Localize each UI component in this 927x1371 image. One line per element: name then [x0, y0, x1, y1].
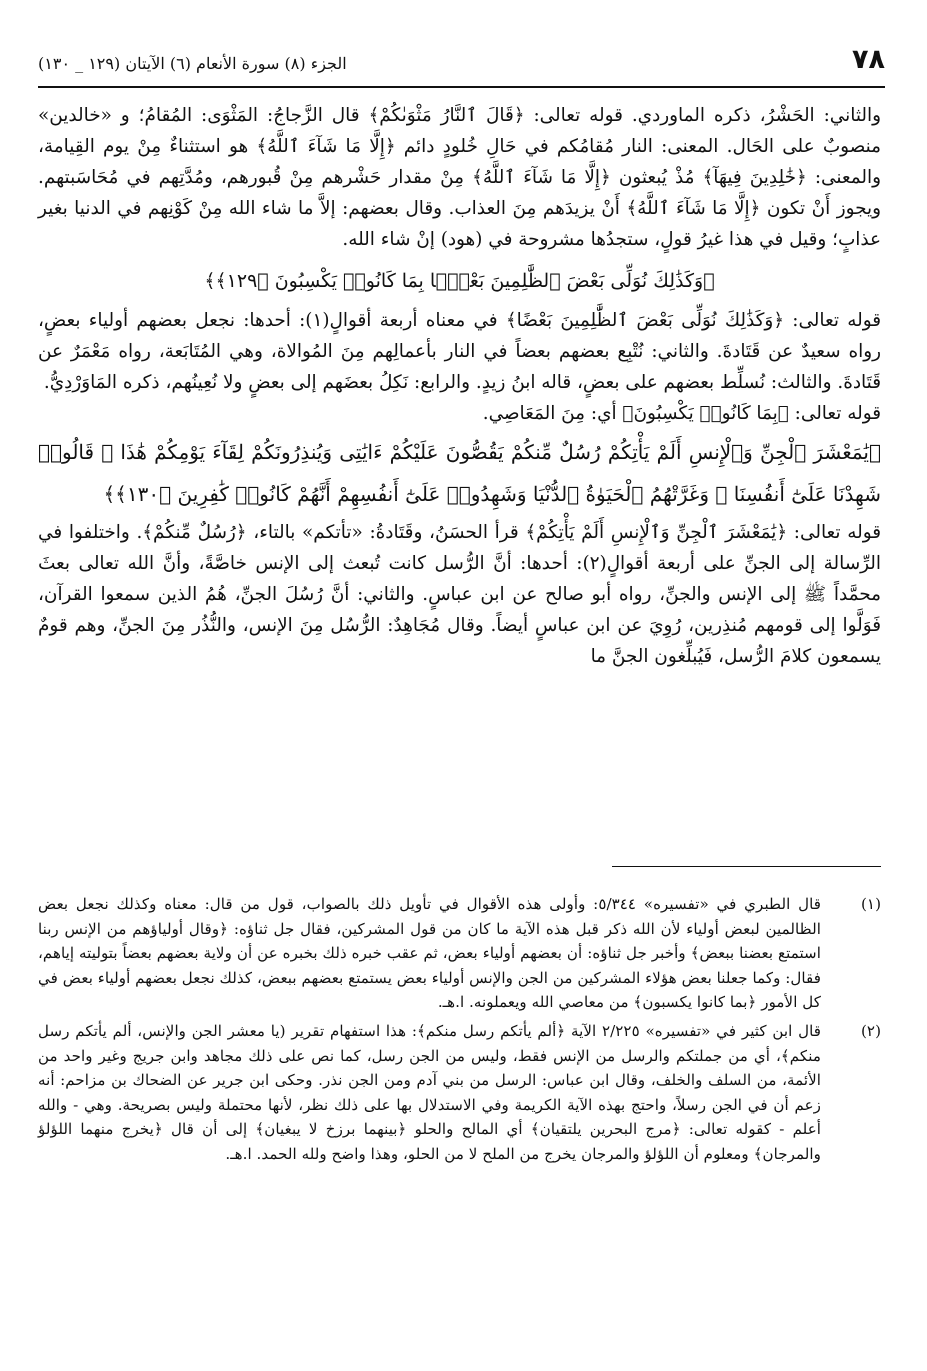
- page-header: [38, 44, 885, 84]
- page-number: ٧٨: [852, 44, 885, 75]
- quran-verse-130: ﴿يَٰمَعْشَرَ ٱلْجِنِّ وَٱلْإِنسِ أَلَمْ يَأْتِكُمْ رُسُلٌ مِّنكُمْ يَقُصُّونَ عَلَيْكُمْ ءَايَٰتِى وَيُنذِرُونَكُمْ لِقَآءَ يَوْمِكُمْ هَٰذَا ۚ قَالُوا۟ شَهِدْنَا عَلَىٰٓ أَنفُسِنَا ۖ وَغَرَّتْهُمُ ٱلْحَيَوٰةُ ٱلدُّنْيَا وَشَهِدُوا۟ عَلَىٰٓ أَنفُسِهِمْ أَنَّهُمْ كَانُوا۟ كَٰفِرِينَ ﴿١٣٠﴾﴾: [38, 440, 881, 506]
- footnote: [38, 1019, 881, 1167]
- header-rule: [38, 86, 885, 88]
- footnote-text: قال الطبري في «تفسيره» ٥/٣٤٤: وأولى هذه الأقوال في تأويل ذلك بالصواب، قول من قال: معناه وكذلك نجعل بعض الظالمين لبعض أولياء لأن الله ذكر قبل هذه الآية ما كان من قول المشركين، فقال جل ثناؤه: ﴿وقال أولياؤهم من الإنس ربنا استمتع بعضنا ببعض﴾ وأخبر جل ثناؤه: أن بعضهم أولياء بعض، ثم عقب خبره ذلك بخبره عن أن ولاية بعضهم بعضاً بتوليته إياهم، فقال: وكما جعلنا بعض هؤلاء المشركين من الجن والإنس أولياء بعض يستمتع بعضهم ببعض، كذلك نجعل بعضهم أولياء بعض في كل الأمور ﴿بما كانوا يكسبون﴾ من معاصي الله ويعملونه. ا.هـ.: [38, 895, 821, 1012]
- footnotes: [38, 892, 881, 1171]
- paragraph-commentary-2: قوله تعالى: ﴿وَكَذَٰلِكَ نُوَلِّى بَعْضَ ٱلظَّٰلِمِينَ بَعْضًا﴾ في معناه أربعة أقوالٍ(١): أحدها: نجعل بعضهم أولياء بعضٍ، رواه سعيدٌ عن قَتَادةَ. والثاني: نُتْبِع بعضهم بعضاً في النار بأعمالِهم مِنَ المُوالاة، وهي المُتَابَعة، رواه مَعْمَرٌ عن قَتَادةَ. والثالث: نُسلِّط بعضهم على بعضٍ، قاله ابنُ زيدٍ. والرابع: نَكِلُ بعضَهم إلى بعضٍ ولا نُعِينُهم، ذكره المَاوَرْدِيُّ.: [38, 310, 881, 393]
- paragraph-commentary-3: قوله تعالى: ﴿بِمَا كَانُوا۟ يَكْسِبُونَ﴾ أي: مِنَ المَعَاصِي.: [482, 403, 881, 424]
- footnote-number: (١): [860, 895, 881, 913]
- main-text: [38, 100, 881, 672]
- footnote-text: قال ابن كثير في «تفسيره» ٢/٢٢٥ الآية ﴿ألم يأتكم رسل منكم﴾: هذا استفهام تقرير (يا معشر الجن والإنس، ألم يأتكم رسل منكم﴾، أي من جملتكم والرسل من الإنس فقط، وليس من الجن رسل، كما نص على ذلك مجاهد وابن جريج وغير واحد من الأئمة، من السلف والخلف، وقال ابن عباس: الرسل من بني آدم ومن الجن نذر. وحكى ابن جرير عن الضحاك بن مزاحم: أنه زعم أن في الجن رسلاً، واحتج بهذه الآية الكريمة وفي الاستدلال بها على ذلك نظر، لأنها محتملة وليس بصريحة. وهي - والله أعلم - كقوله تعالى: ﴿مرج البحرين يلتقيان﴾ أي المالح والحلو ﴿بينهما برزخ لا يبغيان﴾ إلى أن قال ﴿يخرج منهما اللؤلؤ والمرجان﴾ ومعلوم أن اللؤلؤ والمرجان يخرج من الملح لا من الحلو، وهذا واضح ولله الحمد. ا.هـ.: [38, 1021, 822, 1163]
- footnote-number: (٢): [860, 1021, 881, 1040]
- paragraph-commentary-1: والثاني: الحَشْرُ، ذكره الماوردي. قوله تعالى: ﴿قَالَ ٱلنَّارُ مَثْوَىٰكُمْ﴾ قال الزَّجاجُ: المَثْوَى: المُقامُ؛ و «خالدين» منصوبٌ على الحَال. المعنى: النار مُقامُكم في حَالِ خُلودٍ دائم ﴿إِلَّا مَا شَآءَ ٱللَّهُ﴾ هو استثناءٌ مِنْ يوم القِيامة، والمعنى: ﴿خَٰلِدِينَ فِيهَآ﴾ مُذْ يُبعثون ﴿إِلَّا مَا شَآءَ ٱللَّهُ﴾ مِنْ مقدار حَشْرهم مِنْ قُبورهم، ومُدَّتِهم في مُحَاسَبتهم. ويجوز أَنْ تكون ﴿إِلَّا مَا شَآءَ ٱللَّهُ﴾ أَنْ يزيدَهم مِنَ العذاب. وقال بعضهم: إلاَّ ما شاء الله مِنْ كَوْنِهم في الدنيا بغير عذابٍ؛ وقيل في هذا غيرُ قولٍ، ستجدُها مشروحة في (هود) إنْ شاء الله.: [38, 105, 881, 250]
- footnote: [38, 892, 881, 1015]
- running-head: الجزء (٨) سورة الأنعام (٦) الآيتان (١٢٩ _ ١٣٠): [38, 54, 347, 73]
- footnote-rule: [612, 866, 881, 867]
- quran-verse-129: ﴿وَكَذَٰلِكَ نُوَلِّى بَعْضَ ٱلظَّٰلِمِينَ بَعْضًۢا بِمَا كَانُوا۟ يَكْسِبُونَ ﴿١٢٩﴾﴾: [204, 270, 715, 292]
- paragraph-commentary-4: قوله تعالى: ﴿يَٰمَعْشَرَ ٱلْجِنِّ وَٱلْإِنسِ أَلَمْ يَأْتِكُمْ﴾ قرأ الحسَنُ، وقَتَادةُ: «تأتكم» بالتاء، ﴿رُسُلٌ مِّنكُمْ﴾. واختلفوا في الرِّسالة إلى الجنِّ على أربعة أقوالٍ(٢): أحدها: أنَّ الرُّسل كانت تُبعث إلى الإنس خاصَّةً، وأنَّ الله تعالى بعثَ محمَّداً ﷺ إلى الإنس والجنِّ، رواه أبو صالح عن ابن عباسٍ. والثاني: أنَّ رُسُلَ الجنِّ، هُمُ الذين سمعوا القرآن، فَوَلَّوا إلى قومهم مُنذِرين، رُوِيَ عن ابن عباسٍ أيضاً. وقال مُجَاهِدٌ: الرُّسُل مِنَ الإنس، والنُّذُر مِنَ الجنِّ، وهم قومٌ يسمعون كلامَ الرُّسل، فَيُبلِّغون الجنَّ ما: [38, 522, 881, 667]
